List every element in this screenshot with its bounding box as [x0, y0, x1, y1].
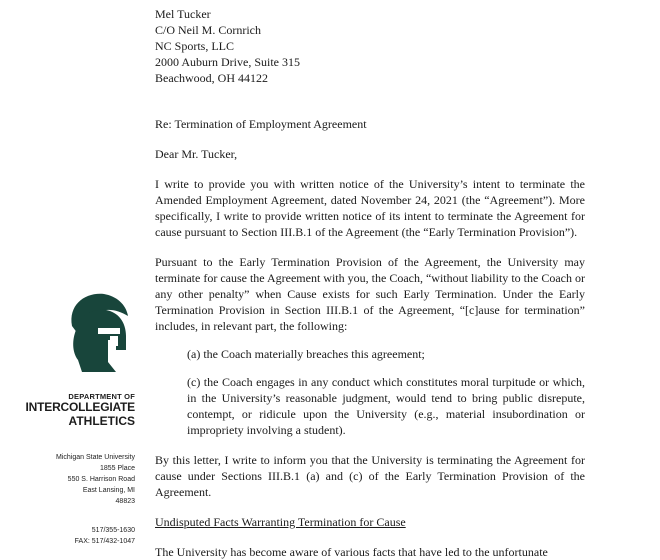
address-line: 48823 — [115, 498, 135, 505]
clause-a: (a) the Coach materially breaches this agreement; — [187, 347, 425, 361]
recipient-line: 2000 Auburn Drive, Suite 315 — [155, 55, 300, 69]
recipient-name: Mel Tucker — [155, 7, 211, 21]
spartan-helmet-logo-icon — [58, 290, 132, 376]
recipient-line: NC Sports, LLC — [155, 39, 235, 53]
clause-c: (c) the Coach engages in any conduct which constitutes moral turpitude or which, in the University’s reasonable judgment, would tend to bring public disrepute, contempt, or ridicule upon the University (e.g., material insubordination or impropriety involving a student). — [187, 375, 585, 437]
phone-number: 517/355-1630 — [91, 527, 135, 534]
address-line: Michigan State University — [56, 454, 135, 461]
address-line: 550 S. Harrison Road — [67, 476, 135, 483]
address-line: East Lansing, MI — [82, 487, 135, 494]
letter-body — [155, 6, 585, 560]
fax-number: FAX: 517/432-1047 — [74, 538, 135, 545]
salutation: Dear Mr. Tucker, — [155, 147, 238, 161]
address-line: 1855 Place — [99, 465, 135, 472]
dept-line-1: DEPARTMENT OF — [68, 392, 135, 401]
letterhead-contact — [75, 525, 135, 547]
recipient-line: C/O Neil M. Cornrich — [155, 23, 261, 37]
section-heading: Undisputed Facts Warranting Termination for Cause — [155, 515, 406, 529]
dept-line-3: ATHLETICS — [68, 414, 135, 428]
letterhead-sidebar — [0, 0, 145, 550]
paragraph-3: By this letter, I write to inform you that the University is terminating the Agreement for cause under Sections III.B.1 (a) and (c) of the Early Termination Provision of the Agreement. — [155, 453, 585, 499]
letterhead-address — [56, 452, 135, 507]
recipient-address — [155, 6, 585, 86]
paragraph-1: I write to provide you with written notice of the University’s intent to terminate the Amended Employment Agreement, dated November 24, 2021 (the “Agreement”). More specifically, I write to provide written notice of its intent to terminate the Agreement for cause pursuant to Section III.B.1 of the Agreement (the “Early Termination Provision”). — [155, 177, 585, 239]
paragraph-4: The University has become aware of various facts that have led to the unfortunate — [155, 545, 548, 559]
recipient-line: Beachwood, OH 44122 — [155, 71, 268, 85]
paragraph-2: Pursuant to the Early Termination Provision of the Agreement, the University may terminate for cause the Agreement with you, the Coach, “without liability to the Coach or any other penalty” when Cause exists for such Early Termination. Under the Early Termination Provision in Section III.B.1 of the Agreement, “[c]ause for termination” includes, in relevant part, the following: — [155, 255, 585, 333]
dept-line-2: INTERCOLLEGIATE — [25, 400, 135, 414]
re-line: Re: Termination of Employment Agreement — [155, 117, 367, 131]
